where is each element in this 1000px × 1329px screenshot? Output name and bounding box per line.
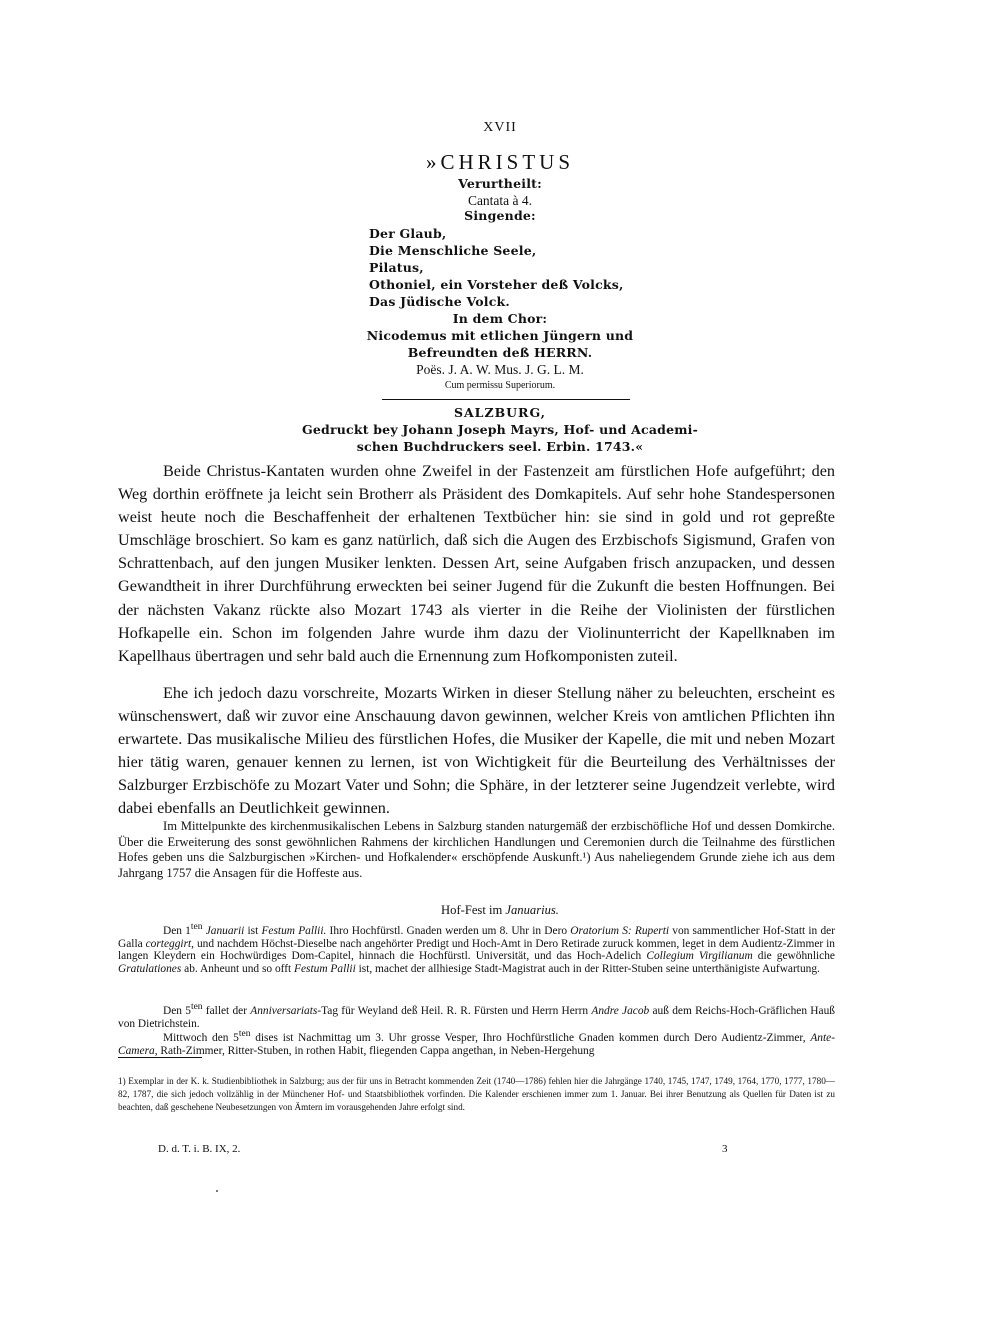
title-line-verurtheilt: Verurtheilt: (458, 176, 542, 191)
paragraph-1: Beide Christus-Kantaten wurden ohne Zweifel in der Fastenzeit am fürstlichen Hofe aufgeführt; den Weg dorthin eröffnete ja leicht sein Brotherr als Präsident des Domkapitels. Auf sehr hohe Standespersonen weist heute noch die Beschaffenheit der erhaltenen Textbücher hin: sie sind in gold und rot gepreßte Umschläge broschiert. So kam es ganz natürlich, daß sich die Augen des Erzbischofs Sigismund, Grafen von Schrattenbach, auf den jungen Musiker lenkten. Dessen Art, seine Aufgaben frisch anzupacken, und dessen Gewandtheit in ihrer Durchführung erweckten bei seiner Jugend für die Zukunft die besten Hoffnungen. Bei der nächsten Vakanz rückte also Mozart 1743 als vierter in die Reihe der Violinisten der fürstlichen Hofkapelle ein. Schon im folgenden Jahre wurde ihm dazu der Violinunterricht der Kapellknaben im Kapellhaus übertragen und sehr bald auch die Ernennung zum Hofkomponisten zuteil. (118, 462, 835, 665)
footnote-divider (118, 1057, 202, 1058)
title-divider (382, 399, 630, 400)
role-line: Das Jüdische Volck. (369, 294, 510, 309)
role-line: Pilatus, (369, 260, 424, 275)
title-line-printer-2: schen Buchdruckers seel. Erbin. 1743.« (356, 439, 644, 454)
role-line: Othoniel, ein Vorsteher deß Volcks, (369, 277, 624, 292)
footer-sheet-number: 3 (722, 1143, 728, 1155)
paragraph-3: Im Mittelpunkte des kirchenmusikalischen Lebens in Salzburg standen naturgemäß der erzbischöfliche Hof und dessen Domkirche. Über die Erweiterung des sonst gewöhnlichen Rahmens der kirchlichen Handlungen und Ceremonien durch die Teilnahme des fürstlichen Hofes geben uns die Salzburgischen »Kirchen- und Hofkalender« erschöpfende Auskunft.¹) Aus naheliegendem Grunde ziehe ich aus dem Jahrgang 1757 die Ansagen für die Hoffeste aus. (118, 819, 835, 880)
print-speck (216, 1190, 218, 1192)
title-line-singende: Singende: (464, 208, 536, 223)
role-line: Die Menschliche Seele, (369, 243, 537, 258)
title-line-nicodemus: Nicodemus mit etlichen Jüngern und (366, 328, 634, 343)
title-line-befreundten: Befreundten deß HERRN. (407, 345, 593, 360)
title-line-permit: Cum permissu Superiorum. (444, 380, 556, 391)
title-line-chor: In dem Chor: (452, 311, 548, 326)
title-line-printer: Gedruckt bey Johann Joseph Mayrs, Hof- und Academi- (301, 422, 698, 437)
role-line: Der Glaub, (369, 226, 447, 241)
title-line-city: SALZBURG, (453, 405, 547, 420)
title-line-cantata: Cantata à 4. (467, 193, 533, 208)
fest-entry: Mittwoch den $5^{ten}$ dises ist Nachmittag um 3. Uhr grosse Vesper, Ihro Hochfürstliche Gnaden kommen durch Dero Audientz-Zimmer, Ante-Camera, Rath-Zimmer, Ritter-Stuben, in rothen Habit, fliegenden Cappa angethan, in Neben-Hergehung (118, 1029, 835, 1057)
fest-heading: Hof-Fest im Januarius. (441, 903, 559, 917)
page-number: XVII (483, 120, 517, 135)
paragraph-2: Ehe ich jedoch dazu vorschreite, Mozarts Wirken in dieser Stellung näher zu beleuchten, erscheint es wünschenswert, daß wir zuvor eine Anschauung davon gewinnen, welcher Kreis von amtlichen Pflichten ihn erwartete. Das musikalische Milieu des fürstlichen Hofes, die Musiker der Kapelle, die mit und neben Mozart hier tätig waren, genauer kennen zu lernen, ist von Wichtigkeit für die Beurteilung des Verhältnisses der Salzburger Erzbischöfe zu Mozart Vater und Sohn; die Sphäre, in der letzterer seine Jugendzeit verlebte, wird dabei ebenfalls an Deutlichkeit gewinnen. (118, 684, 835, 818)
fest-entry: Den $1^{ten}$ Januarii ist Festum Pallii. Ihro Hochfürstl. Gnaden werden um 8. Uhr in Dero Oratorium S: Ruperti von sammentlicher Hof-Statt in der Galla corteggirt, und nachdem Höchst-Dieselbe nach angehörter Predigt und Hoch-Amt in Dero Retirade zuruck kommen, leget in dem Audientz-Zimmer in langen Kleydern ein Hochwürdiges Dom-Capitel, hinnach die Hochfürstl. Universität, und das Hoch-Adelich Collegium Virgilianum die gewöhnliche Gratulationes ab. Anheunt und so offt Festum Pallii ist, machet der allhiesige Stadt-Magistrat auch in der Ritter-Stuben seine unterthänigiste Aufwartung. (118, 922, 835, 975)
fest-entry: Den $5^{ten}$ fallet der Anniversariats-Tag für Weyland deß Heil. R. R. Fürsten und Herrn Herrn Andre Jacob auß dem Reichs-Hoch-Gräflichen Hauß von Dietrichstein. (118, 1002, 835, 1030)
footer-series: D. d. T. i. B. IX, 2. (158, 1143, 241, 1155)
title-line-poet: Poës. J. A. W. Mus. J. G. L. M. (416, 362, 584, 377)
footnote-1: 1) Exemplar in der K. k. Studienbibliothek in Salzburg; aus der für uns in Betracht kommenden Zeit (1740—1786) fehlen hier die Jahrgänge 1740, 1745, 1747, 1749, 1764, 1770, 1777, 1780—82, 1787, die sich jedoch vollzählig in der Münchener Hof- und Staatsbibliothek vorfinden. Die Kalender erschienen immer zum 1. Januar. Bei ihrer Benutzung als Quellen für Daten ist zu beachten, daß geschehene Neubesetzungen von Ämtern im vorausgehenden Jahre erfolgt sind. (118, 1076, 835, 1112)
title-christus: »CHRISTUS (425, 150, 575, 174)
